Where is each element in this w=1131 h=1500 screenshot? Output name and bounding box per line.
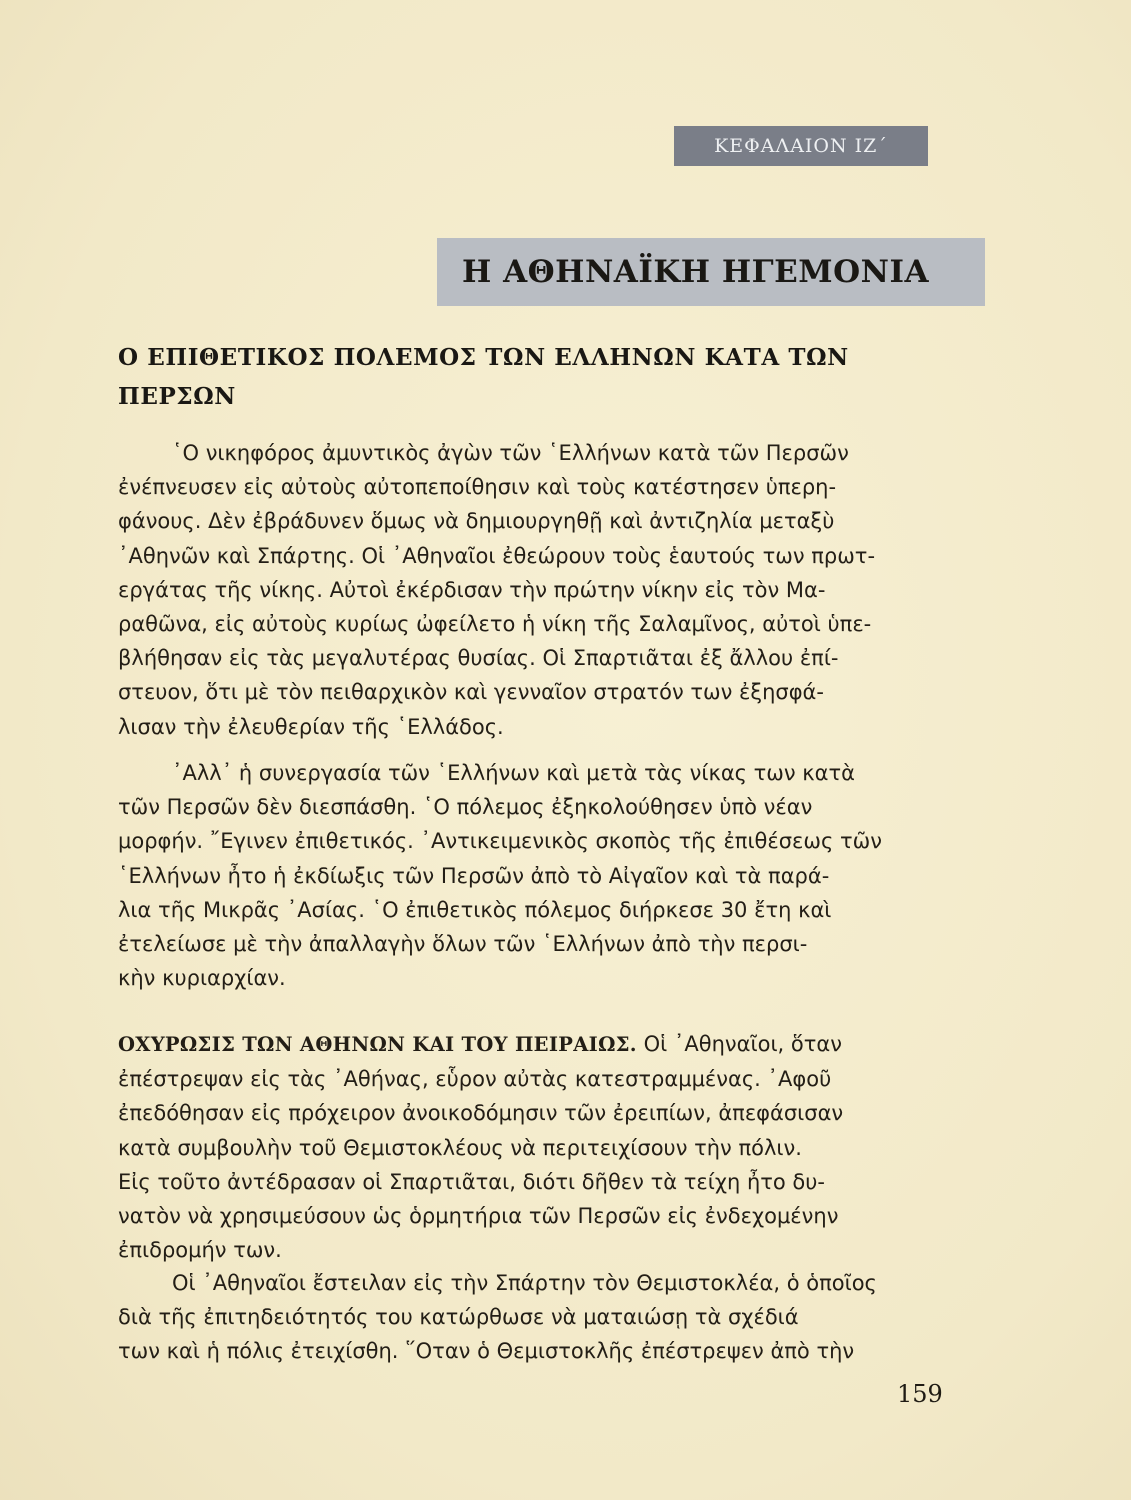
paragraph-4 (118, 1266, 948, 1369)
text-line: ἐνέπνευσεν εἰς αὐτοὺς αὐτοπεποίθησιν καὶ τοὺς κατέστησεν ὑπερη- (118, 475, 837, 500)
text-line: Εἰς τοῦτο ἀντέδρασαν οἱ Σπαρτιᾶται, διότι δῆθεν τὰ τείχη ἦτο δυ- (118, 1169, 825, 1194)
text-line: νατὸν νὰ χρησιμεύσουν ὡς ὁρμητήρια τῶν Περσῶν εἰς ἐνδεχομένην (118, 1204, 839, 1229)
subsection-heading: ΟΧΥΡΩΣΙΣ ΤΩΝ ΑΘΗΝΩΝ ΚΑΙ ΤΟΥ ΠΕΙΡΑΙΩΣ. (118, 1033, 637, 1056)
paragraph-2 (118, 756, 948, 995)
text-line: διὰ τῆς ἐπιτηδειότητός του κατώρθωσε νὰ ματαιώσῃ τὰ σχέδιά (118, 1305, 799, 1330)
text-line (118, 1027, 948, 1062)
paragraph-3 (118, 1027, 948, 1267)
text-line: ῾Ελλήνων ἦτο ἡ ἐκδίωξις τῶν Περσῶν ἀπὸ τὸ Αἰγαῖον καὶ τὰ παρά- (118, 863, 830, 888)
text-line: ἐπέστρεψαν εἰς τὰς ᾿Αθήνας, εὗρον αὐτὰς κατεστραμμένας. ᾿Αφοῦ (118, 1067, 832, 1092)
text-line: Οἱ ᾿Αθηναῖοι ἔστειλαν εἰς τὴν Σπάρτην τὸν Θεμιστοκλέα, ὁ ὁποῖος (172, 1271, 877, 1295)
chapter-label: ΚΕΦΑΛΑΙΟΝ ΙΖ΄ (674, 126, 928, 166)
text-line: λισαν τὴν ἐλευθερίαν τῆς ῾Ελλάδος. (118, 714, 504, 739)
text-line: κὴν κυριαρχίαν. (118, 966, 286, 991)
paragraph-1 (118, 436, 948, 744)
text-line: λια τῆς Μικρᾶς ᾿Ασίας. ῾Ο ἐπιθετικὸς πόλεμος διήρκεσε 30 ἔτη καὶ (118, 897, 832, 922)
text-line: ἐπεδόθησαν εἰς πρόχειρον ἀνοικοδόμησιν τῶν ἐρειπίων, ἀπεφάσισαν (118, 1101, 844, 1126)
text-line: τῶν Περσῶν δὲν διεσπάσθη. ῾Ο πόλεμος ἐξηκολούθησεν ὑπὸ νέαν (118, 795, 813, 820)
text-line: φάνους. Δὲν ἐβράδυνεν ὅμως νὰ δημιουργηθῇ καὶ ἀντιζηλία μεταξὺ (118, 509, 835, 534)
text-line: ῾Ο νικηφόρος ἀμυντικὸς ἀγὼν τῶν ῾Ελλήνων κατὰ τῶν Περσῶν (172, 441, 849, 465)
text-line: στευον, ὅτι μὲ τὸν πειθαρχικὸν καὶ γενναῖον στρατόν των ἐξησφά- (118, 680, 824, 705)
text-line: εργάτας τῆς νίκης. Αὐτοὶ ἐκέρδισαν τὴν πρώτην νίκην εἰς τὸν Μα- (118, 577, 826, 602)
text-line: των καὶ ἡ πόλις ἐτειχίσθη. ῞Οταν ὁ Θεμιστοκλῆς ἐπέστρεψεν ἀπὸ τὴν (118, 1339, 855, 1364)
page-number: 159 (897, 1380, 943, 1408)
text-line: ᾿Αθηνῶν καὶ Σπάρτης. Οἱ ᾿Αθηναῖοι ἐθεώρουν τοὺς ἑαυτούς των πρωτ- (118, 543, 876, 568)
chapter-title: Η ΑΘΗΝΑΪΚΗ ΗΓΕΜΟΝΙΑ (462, 254, 929, 290)
section-heading-line: Ο ΕΠΙΘΕΤΙΚΟΣ ΠΟΛΕΜΟΣ ΤΩΝ ΕΛΛΗΝΩΝ ΚΑΤΑ ΤΩΝ (118, 344, 849, 371)
section-heading (118, 338, 938, 416)
text-line: κατὰ συμβουλὴν τοῦ Θεμιστοκλέους νὰ περιτειχίσουν τὴν πόλιν. (118, 1135, 802, 1160)
text-line: μορφήν. ῎Εγινεν ἐπιθετικός. ᾿Αντικειμενικὸς σκοπὸς τῆς ἐπιθέσεως τῶν (118, 829, 882, 854)
text-fragment: Οἱ ᾿Αθηναῖοι, ὅταν (636, 1032, 842, 1056)
text-line: ραθῶνα, εἰς αὐτοὺς κυρίως ὠφείλετο ἡ νίκη τῆς Σαλαμῖνος, αὐτοὶ ὑπε- (118, 612, 872, 637)
text-line: ἐτελείωσε μὲ τὴν ἀπαλλαγὴν ὅλων τῶν ῾Ελλήνων ἀπὸ τὴν περσι- (118, 932, 808, 957)
text-line: ἐπιδρομήν των. (118, 1238, 282, 1263)
section-heading-line: ΠΕΡΣΩΝ (118, 383, 236, 410)
text-line: βλήθησαν εἰς τὰς μεγαλυτέρας θυσίας. Οἱ Σπαρτιᾶται ἐξ ἄλλου ἐπί- (118, 646, 839, 671)
text-line: ᾿Αλλ᾿ ἡ συνεργασία τῶν ῾Ελλήνων καὶ μετὰ τὰς νίκας των κατὰ (172, 761, 856, 785)
